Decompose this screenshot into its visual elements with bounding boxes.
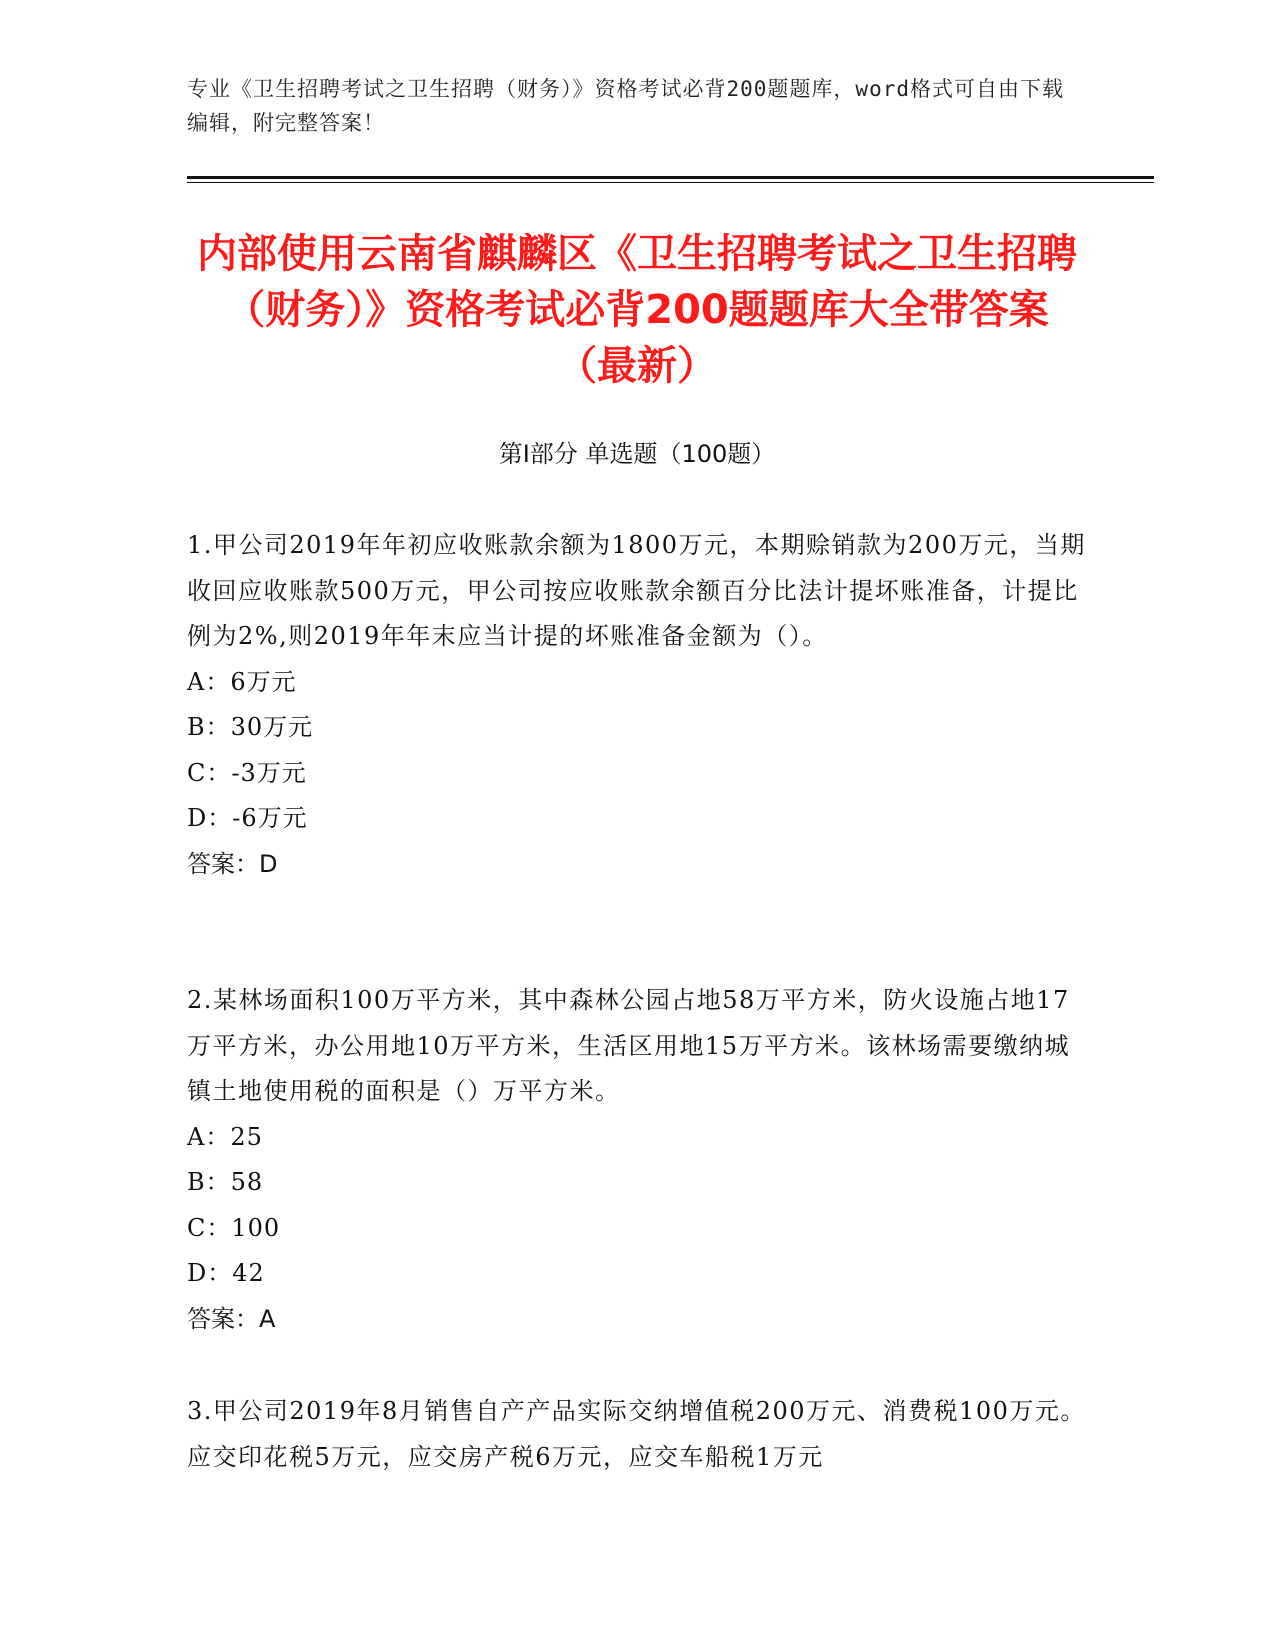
question-2 — [187, 978, 1087, 1342]
answer-line: 答案：A — [187, 1304, 276, 1333]
option-a: A：6万元 — [187, 667, 297, 696]
option-c: C：100 — [187, 1213, 281, 1242]
option-a: A：25 — [187, 1122, 263, 1151]
option-d: D：-6万元 — [187, 804, 308, 832]
option-d: D：42 — [187, 1259, 265, 1287]
header-note: 专业《卫生招聘考试之卫生招聘（财务）》资格考试必背200题题库，word格式可自由下载编辑，附完整答案！ — [187, 77, 1064, 135]
section-heading: 第Ⅰ部分 单选题（100题） — [498, 440, 776, 468]
option-b: B：58 — [187, 1168, 264, 1196]
option-b: B：30万元 — [187, 713, 314, 741]
question-stem: 1.甲公司2019年年初应收账款余额为1800万元，本期赊销款为200万元，当期收回应收账款500万元，甲公司按应收账款余额百分比法计提坏账准备，计提比例为2%,则2019年年末应当计提的坏账准备金额为（）。 — [187, 531, 1086, 650]
question-stem: 3.甲公司2019年8月销售自产产品实际交纳增值税200万元、消费税100万元。应交印花税5万元，应交房产税6万元，应交车船税1万元 — [187, 1397, 1086, 1471]
document-title: 内部使用云南省麒麟区《卫生招聘考试之卫生招聘（财务）》资格考试必背200题题库大全带答案（最新） — [197, 231, 1077, 389]
question-3 — [187, 1389, 1087, 1480]
header-divider-thick — [187, 176, 1154, 179]
question-stem: 2.某林场面积100万平方米，其中森林公园占地58万平方米，防火设施占地17万平方米，办公用地10万平方米，生活区用地15万平方米。该林场需要缴纳城镇土地使用税的面积是（）万平方米。 — [187, 986, 1071, 1105]
answer-line: 答案：D — [187, 849, 278, 878]
question-1 — [187, 523, 1087, 887]
header-divider-thin — [187, 182, 1154, 183]
option-c: C：-3万元 — [187, 758, 307, 787]
